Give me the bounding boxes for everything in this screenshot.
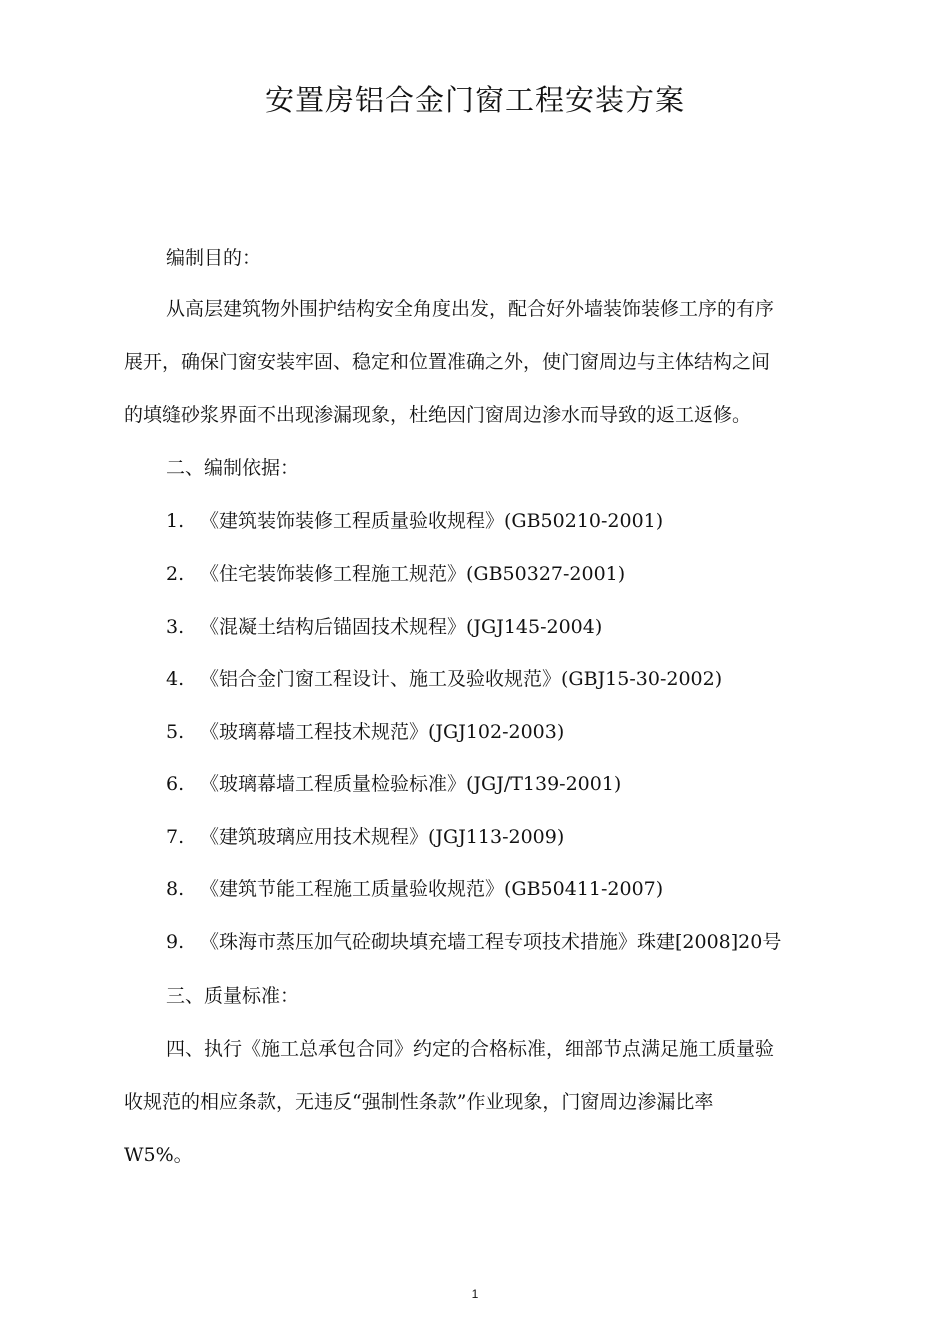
reference-item: [166, 614, 602, 640]
reference-text: 《混凝土结构后锚固技术规程》(JGJ145-2004): [200, 616, 603, 638]
page-number: 1: [471, 1287, 479, 1301]
reference-item: [166, 561, 625, 587]
purpose-line-1: 从高层建筑物外围护结构安全角度出发，配合好外墙装饰装修工序的有序: [166, 298, 775, 320]
reference-item: [166, 508, 663, 534]
document-title: 安置房铝合金门窗工程安装方案: [264, 83, 685, 117]
execution-line-1: 四、执行《施工总承包合同》约定的合格标准，细部节点满足施工质量验: [166, 1038, 775, 1060]
basis-heading: 二、编制依据：: [166, 457, 300, 479]
reference-text: 《建筑装饰装修工程质量验收规程》(GB50210-2001): [200, 510, 664, 532]
reference-number: 2.: [166, 563, 185, 585]
reference-item: [166, 929, 781, 955]
purpose-heading: 编制目的：: [166, 247, 262, 269]
reference-number: 9.: [166, 931, 185, 953]
reference-number: 3.: [166, 616, 185, 638]
purpose-line-3: 的填缝砂浆界面不出现渗漏现象，杜绝因门窗周边渗水而导致的返工返修。: [124, 404, 752, 426]
reference-item: [166, 876, 663, 902]
execution-line-2: 收规范的相应条款，无违反“强制性条款”作业现象，门窗周边渗漏比率: [124, 1091, 714, 1113]
reference-number: 7.: [166, 826, 185, 848]
reference-number: 4.: [166, 668, 185, 690]
reference-text: 《玻璃幕墙工程技术规范》(JGJ102-2003): [200, 721, 565, 743]
reference-number: 5.: [166, 721, 185, 743]
reference-item: [166, 824, 564, 850]
reference-item: [166, 771, 621, 797]
quality-heading: 三、质量标准：: [166, 985, 300, 1007]
purpose-line-2: 展开，确保门窗安装牢固、稳定和位置准确之外，使门窗周边与主体结构之间: [124, 351, 771, 373]
reference-number: 1.: [166, 510, 185, 532]
reference-text: 《玻璃幕墙工程质量检验标准》(JGJ/T139-2001): [200, 773, 622, 795]
reference-text: 《建筑节能工程施工质量验收规范》(GB50411-2007): [200, 878, 664, 900]
reference-item: [166, 666, 722, 692]
reference-text: 《住宅装饰装修工程施工规范》(GB50327-2001): [200, 563, 626, 585]
reference-text: 《铝合金门窗工程设计、施工及验收规范》(GBJ15-30-2002): [200, 668, 723, 690]
reference-item: [166, 719, 564, 745]
reference-text: 《建筑玻璃应用技术规程》(JGJ113-2009): [200, 826, 565, 848]
execution-line-3: W5%。: [124, 1144, 193, 1166]
reference-number: 8.: [166, 878, 185, 900]
reference-text: 《珠海市蒸压加气砼砌块填充墙工程专项技术措施》珠建[2008]20号: [200, 931, 782, 953]
reference-number: 6.: [166, 773, 185, 795]
